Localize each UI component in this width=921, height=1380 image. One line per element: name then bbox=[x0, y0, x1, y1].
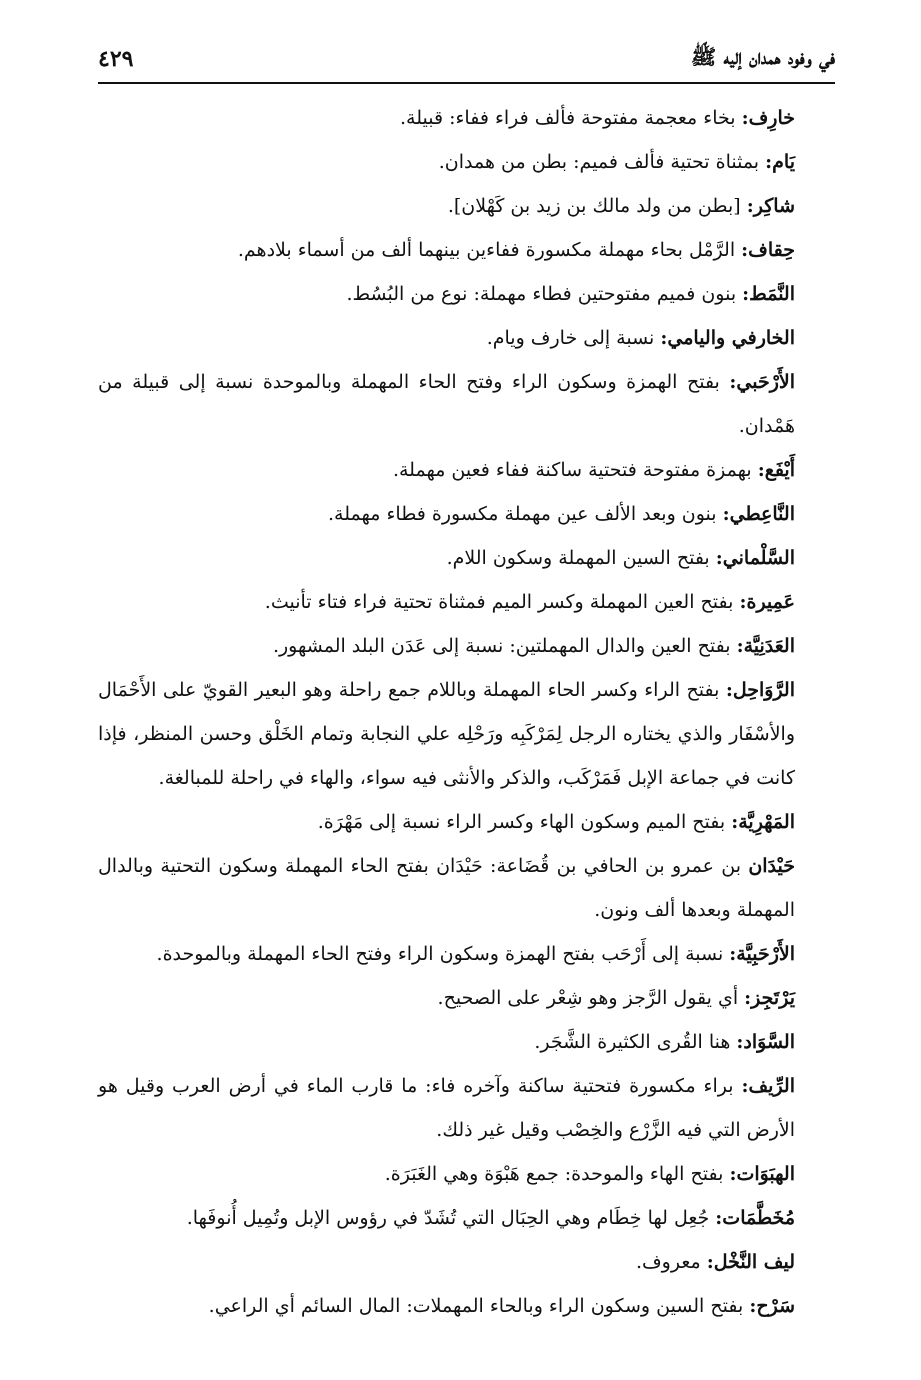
entry-definition: بمثناة تحتية فألف فميم: بطن من همدان. bbox=[438, 151, 766, 173]
glossary-entry bbox=[98, 272, 835, 316]
entry-term: العَدَنِيَّة: bbox=[736, 635, 795, 657]
entry-term: حَيْدَان bbox=[748, 855, 795, 877]
entry-definition: بفتح الراء وكسر الحاء المهملة وباللام جمع راحلة وهو البعير القويّ على الأَحْمَال والأسْفَار والذي يختاره الرجل لِمَرْكَبِه ورَحْلِه علي النجابة وتمام الخَلْق وحسن المنظر، فإذا كانت في جماعة الإبل فَمَرْكَب، والذكر والأنثى فيه سواء، والهاء في راحلة للمبالغة. bbox=[98, 679, 795, 789]
entry-definition: بفتح الهمزة وسكون الراء وفتح الحاء المهملة وبالموحدة نسبة إلى قبيلة من هَمْدان. bbox=[98, 371, 795, 437]
glossary-entry bbox=[98, 932, 835, 976]
entry-term: النَّاعِطي: bbox=[722, 503, 795, 525]
entry-term: الرَّوَاحِل: bbox=[725, 679, 795, 701]
glossary-entry bbox=[98, 1284, 835, 1328]
entry-term: مُخَطَّمَات: bbox=[715, 1207, 795, 1229]
glossary-entry bbox=[98, 140, 835, 184]
entry-definition: بخاء معجمة مفتوحة فألف فراء ففاء: قبيلة. bbox=[399, 107, 742, 129]
glossary-entry bbox=[98, 1064, 835, 1152]
entry-definition: بن عمرو بن الحافي بن قُضَاعة: حَيْدَان بفتح الحاء المهملة وسكون التحتية وبالدال المهملة وبعدها ألف ونون. bbox=[98, 855, 795, 921]
entry-term: أَيْفَع: bbox=[757, 459, 795, 481]
glossary-entry bbox=[98, 184, 835, 228]
page-number: ٤٢٩ bbox=[98, 46, 134, 72]
glossary-entry bbox=[98, 800, 835, 844]
entry-definition: نسبة إلى خارف ويام. bbox=[486, 327, 661, 349]
glossary-entry bbox=[98, 536, 835, 580]
glossary-entry bbox=[98, 448, 835, 492]
entry-definition: بفتح السين المهملة وسكون اللام. bbox=[446, 547, 716, 569]
entry-definition: بفتح العين المهملة وكسر الميم فمثناة تحتية فراء فتاء تأنيث. bbox=[264, 591, 740, 613]
entry-definition: نسبة إلى أَرْحَب بفتح الهمزة وسكون الراء وفتح الحاء المهملة وبالموحدة. bbox=[156, 943, 730, 965]
entry-term: الهبَوَات: bbox=[729, 1163, 795, 1185]
glossary-entry bbox=[98, 1152, 835, 1196]
glossary-entry bbox=[98, 228, 835, 272]
entry-term: ليف النَّخْل: bbox=[706, 1251, 795, 1273]
glossary-entry bbox=[98, 492, 835, 536]
entry-definition: بنون وبعد الألف عين مهملة مكسورة فطاء مهملة. bbox=[328, 503, 723, 525]
glossary-body bbox=[98, 96, 835, 1328]
entry-term: يَرْتَجِز: bbox=[744, 987, 795, 1009]
glossary-entry bbox=[98, 580, 835, 624]
entry-definition: براء مكسورة فتحتية ساكنة وآخره فاء: ما قارب الماء في أرض العرب وقيل هو الأرض التي فيه الزَّرْع والخِصْب وقيل غير ذلك. bbox=[98, 1075, 795, 1141]
entry-term: سَرْح: bbox=[749, 1295, 795, 1317]
glossary-entry bbox=[98, 1196, 835, 1240]
entry-definition: بفتح العين والدال المهملتين: نسبة إلى عَدَن البلد المشهور. bbox=[272, 635, 737, 657]
entry-definition: بفتح الهاء والموحدة: جمع هَبْوَة وهي الغَبَرَة. bbox=[384, 1163, 730, 1185]
entry-term: السَّوَاد: bbox=[736, 1031, 795, 1053]
entry-term: خارِف: bbox=[741, 107, 795, 129]
entry-term: المَهْرِيَّة: bbox=[731, 811, 795, 833]
entry-term: الخارفي واليامي: bbox=[660, 327, 795, 349]
entry-term: عَمِيرة: bbox=[739, 591, 795, 613]
glossary-entry bbox=[98, 976, 835, 1020]
entry-term: حِقاف: bbox=[741, 239, 795, 261]
entry-definition: جُعِل لها خِطَام وهي الحِبَال التي تُشَدّ في رؤوس الإبل وتُمِيل أُنوفَها. bbox=[186, 1207, 716, 1229]
glossary-entry bbox=[98, 668, 835, 800]
page-header bbox=[98, 36, 835, 84]
entry-definition: [بطن من ولد مالك بن زيد بن كَهْلان]. bbox=[447, 195, 747, 217]
glossary-entry bbox=[98, 1240, 835, 1284]
entry-definition: هنا القُرى الكثيرة الشَّجَر. bbox=[534, 1031, 737, 1053]
glossary-entry bbox=[98, 360, 835, 448]
glossary-entry bbox=[98, 844, 835, 932]
glossary-entry bbox=[98, 624, 835, 668]
entry-term: الأَرْحَبِيَّة: bbox=[729, 943, 795, 965]
entry-term: يَام: bbox=[765, 151, 795, 173]
entry-term: السَّلْماني: bbox=[715, 547, 795, 569]
entry-term: الأَرْحَبي: bbox=[729, 371, 795, 393]
entry-definition: بفتح الميم وسكون الهاء وكسر الراء نسبة إلى مَهْرَة. bbox=[317, 811, 732, 833]
entry-term: النَّمَط: bbox=[742, 283, 795, 305]
entry-definition: بنون فميم مفتوحتين فطاء مهملة: نوع من البُسُط. bbox=[346, 283, 743, 305]
entry-term: الرِّيف: bbox=[741, 1075, 795, 1097]
entry-definition: أي يقول الرَّجز وهو شِعْر على الصحيح. bbox=[437, 987, 745, 1009]
entry-term: شاكِر: bbox=[746, 195, 795, 217]
glossary-entry bbox=[98, 1020, 835, 1064]
glossary-entry bbox=[98, 96, 835, 140]
running-title: في وفود همدان إليه ﷺ bbox=[690, 43, 835, 69]
entry-definition: معروف. bbox=[635, 1251, 707, 1273]
entry-definition: بهمزة مفتوحة فتحتية ساكنة ففاء فعين مهملة. bbox=[392, 459, 758, 481]
entry-definition: بفتح السين وسكون الراء وبالحاء المهملات: المال السائم أي الراعي. bbox=[208, 1295, 750, 1317]
glossary-entry bbox=[98, 316, 835, 360]
entry-definition: الرَّمْل بحاء مهملة مكسورة ففاءين بينهما ألف من أسماء بلادهم. bbox=[237, 239, 742, 261]
